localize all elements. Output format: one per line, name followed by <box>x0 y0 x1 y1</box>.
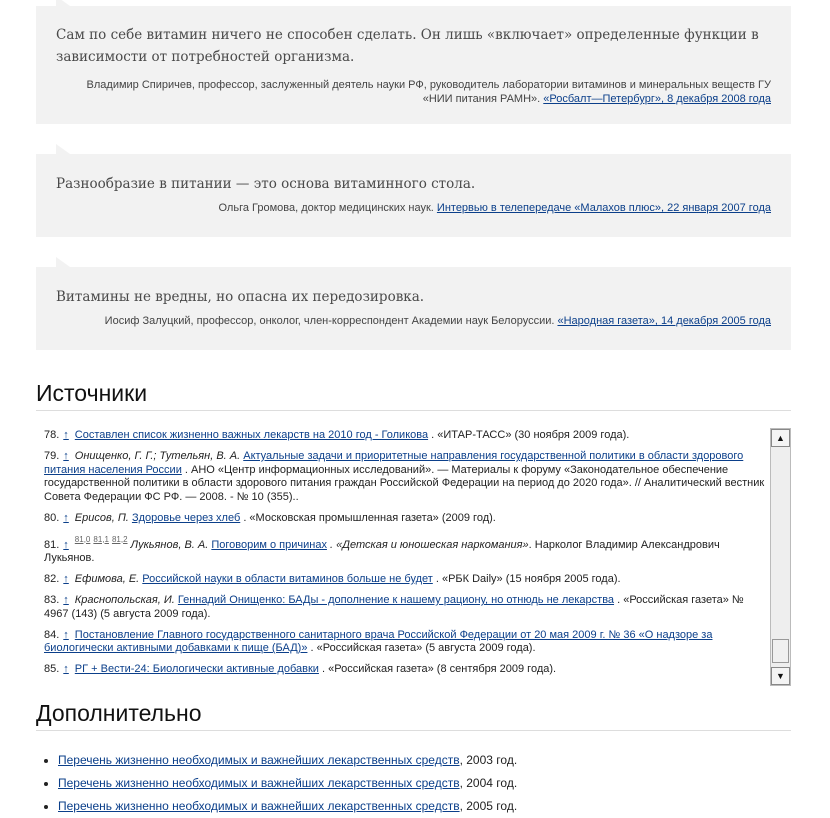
back-to-text-arrow-icon[interactable]: ↑ <box>63 573 69 585</box>
additional-item <box>58 749 517 772</box>
reference-item <box>44 573 766 587</box>
back-to-text-arrow-icon[interactable]: ↑ <box>63 429 69 441</box>
references-scrollbar[interactable] <box>770 428 791 686</box>
reference-details: . «Московская промышленная газета» (2009 год). <box>240 511 496 524</box>
reference-item <box>44 629 766 656</box>
reference-link[interactable]: Поговорим о причинах <box>211 538 327 551</box>
scroll-down-button[interactable] <box>771 667 790 685</box>
reference-number: 83. <box>44 594 60 606</box>
quote-source-link[interactable]: Интервью в телепередаче «Малахов плюс», 22 января 2007 года <box>436 202 771 214</box>
quote-author-name: Ольга Громова, доктор медицинских наук. <box>218 202 437 214</box>
scroll-thumb[interactable] <box>772 639 789 663</box>
back-to-text-arrow-icon[interactable]: ↑ <box>63 628 69 641</box>
quote-block <box>36 267 791 350</box>
reference-link[interactable]: Российской науки в области витаминов больше не будет <box>142 573 433 585</box>
reference-item <box>44 533 766 566</box>
back-to-text-arrow-icon[interactable]: ↑ <box>63 594 69 606</box>
back-to-text-arrow-icon[interactable]: ↑ <box>63 450 69 462</box>
quote-text: Сам по себе витамин ничего не способен сделать. Он лишь «включает» определенные функции в зависимости от потребностей организма. <box>56 27 759 65</box>
quote-author-name: Владимир Спиричев, профессор, заслуженный деятель науки РФ, руководитель лаборатории витаминов и минеральных веществ ГУ «НИИ питания РАМН». <box>86 79 771 105</box>
reference-number: 84. <box>44 628 60 641</box>
reference-link[interactable]: РГ + Вести-24: Биологически активные добавки <box>74 663 319 675</box>
reference-link[interactable]: Актуальные задачи и приоритетные направления государственной политики в области здорового питания населения России <box>44 450 744 476</box>
reference-number: 81. <box>44 538 60 551</box>
backlink-superscript[interactable]: 81,2 <box>111 534 128 544</box>
reference-author: Онищенко, Г. Г.; Тутельян, В. А. <box>74 450 241 462</box>
sources-heading: Источники <box>36 378 791 411</box>
reference-details: . «Российская газета» № 4967 (143) (5 августа 2009 года). <box>44 594 744 620</box>
reference-details: . Нарколог Владимир Александрович Лукьянов. <box>44 538 720 564</box>
reference-number: 78. <box>44 429 60 441</box>
quote-text: Витамины не вредны, но опасна их передозировка. <box>56 289 425 305</box>
additional-year: , 2005 год. <box>459 799 518 813</box>
reference-item <box>44 450 766 504</box>
reference-details: . «РБК Daily» (15 ноября 2005 года). <box>432 573 621 585</box>
quote-author <box>56 68 771 106</box>
reference-link[interactable]: Здоровье через хлеб <box>131 511 241 524</box>
quote-source-link[interactable]: «Росбалт—Петербург», 8 декабря 2008 года <box>543 93 771 105</box>
reference-link[interactable]: Составлен список жизненно важных лекарств на 2010 год - Голикова <box>74 429 429 441</box>
additional-heading: Дополнительно <box>36 698 791 731</box>
additional-link[interactable]: Перечень жизненно необходимых и важнейших лекарственных средств <box>58 799 460 813</box>
additional-link[interactable]: Перечень жизненно необходимых и важнейших лекарственных средств <box>58 776 460 790</box>
scroll-up-button[interactable] <box>771 429 790 447</box>
additional-year: , 2004 год. <box>459 776 518 790</box>
quote-block <box>36 154 791 237</box>
quote-author <box>56 195 771 215</box>
backlink-superscript[interactable]: 81,0 <box>74 534 91 544</box>
reference-number: 82. <box>44 573 60 585</box>
quote-block <box>36 6 791 124</box>
reference-link[interactable]: Геннадий Онищенко: БАДы - дополнение к нашему рациону, но отнюдь не лекарства <box>177 594 615 606</box>
back-to-text-arrow-icon[interactable]: ↑ <box>63 511 69 524</box>
reference-details: . «Российская газета» (5 августа 2009 года). <box>307 642 536 654</box>
references-scroll-area[interactable] <box>36 427 791 686</box>
reference-number: 80. <box>44 511 60 524</box>
backlink-superscript[interactable]: 81,1 <box>93 534 109 544</box>
reference-link[interactable]: Постановление Главного государственного санитарного врача Российской Федерации от 20 мая 2009 г. № 36 «О надзоре за биологически активными добавками к пище (БАД)» <box>44 628 713 654</box>
reference-item <box>44 429 766 443</box>
additional-list <box>44 749 517 818</box>
reference-number: 79. <box>44 450 60 462</box>
reference-item <box>44 512 766 526</box>
reference-item <box>44 663 766 677</box>
reference-author: Краснопольская, И. <box>74 594 175 606</box>
arrow-up-icon: ▲ <box>776 433 785 443</box>
quote-text: Разнообразие в питании — это основа витаминного стола. <box>56 176 476 192</box>
reference-details: . АНО «Центр информационных исследований». — Материалы к форуму «Законодательное обеспечение государственной политики в области здорового питания граждан Российской Федерации на период до 2020 года». // Аналитический вестник Совета Федерации ФС РФ. — 2008. - № 10 (355).. <box>44 463 765 503</box>
reference-details: . «ИТАР-ТАСС» (30 ноября 2009 года). <box>428 429 630 441</box>
reference-author: Ерисов, П. <box>74 511 129 524</box>
reference-details: . «Российская газета» (8 сентября 2009 года). <box>318 663 557 675</box>
reference-author: Ефимова, Е. <box>74 573 140 585</box>
quote-author <box>56 308 771 328</box>
back-to-text-arrow-icon[interactable]: ↑ <box>63 538 69 551</box>
reference-details-italic: . «Детская и юношеская наркомания» <box>326 538 529 551</box>
reference-item <box>44 594 766 621</box>
back-to-text-arrow-icon[interactable]: ↑ <box>63 663 69 675</box>
arrow-down-icon: ▼ <box>776 671 785 681</box>
additional-item <box>58 772 517 795</box>
quote-author-name: Иосиф Залуцкий, профессор, онколог, член-корреспондент Академии наук Белоруссии. <box>104 315 558 327</box>
additional-link[interactable]: Перечень жизненно необходимых и важнейших лекарственных средств <box>58 753 460 767</box>
reference-author: Лукьянов, В. А. <box>130 538 209 551</box>
reference-number: 85. <box>44 663 60 675</box>
additional-year: , 2003 год. <box>459 753 518 767</box>
quote-source-link[interactable]: «Народная газета», 14 декабря 2005 года <box>557 315 771 327</box>
references-list <box>44 429 766 684</box>
